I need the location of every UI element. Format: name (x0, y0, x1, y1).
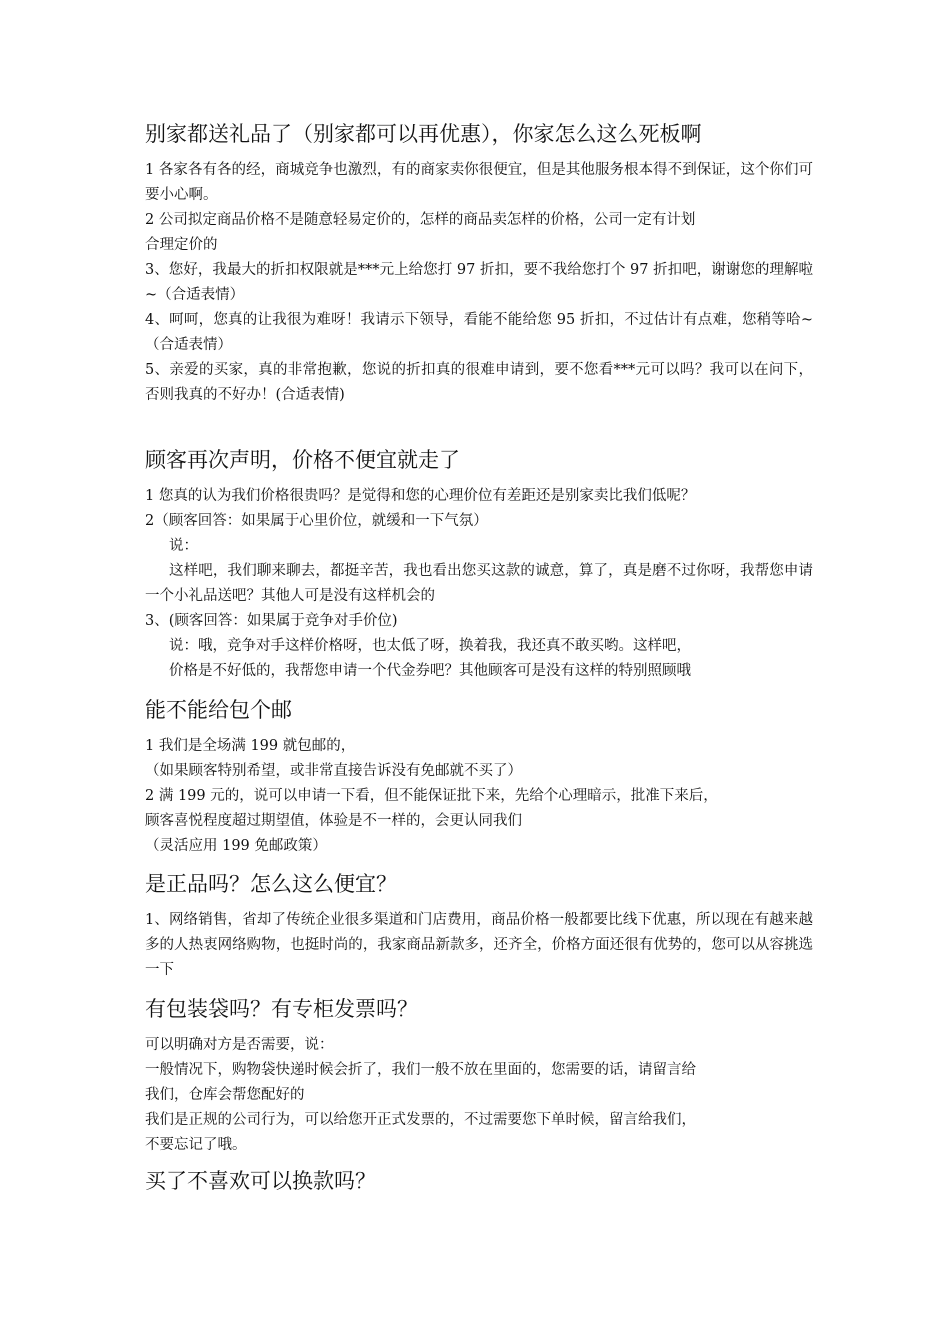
paragraph-line: 1、网络销售，省却了传统企业很多渠道和门店费用，商品价格一般都要比线下优惠，所以现在有越来越多的人热衷网络购物，也挺时尚的，我家商品新款多，还齐全，价格方面还很有优势的，您可以从容挑选一下 (145, 912, 813, 978)
section-exchange (145, 1167, 813, 1205)
paragraph-line: 4、呵呵，您真的让我很为难呀！我请示下领导，看能不能给您 95 折扣，不过估计有点难，您稍等哈~（合适表情） (145, 312, 813, 353)
paragraph-line: 1 各家各有各的经，商城竞争也激烈，有的商家卖你很便宜，但是其他服务根本得不到保证，这个你们可要小心啊。 (145, 162, 813, 203)
section-heading: 是正品吗？怎么这么便宜？ (145, 872, 397, 896)
section-gifts-discount (145, 120, 813, 408)
paragraph-line: 不要忘记了哦。 (145, 1137, 247, 1153)
paragraph-line: 我们，仓库会帮您配好的 (145, 1087, 305, 1103)
paragraph-line: （如果顾客特别希望，或非常直接告诉没有免邮就不买了） (145, 763, 522, 779)
paragraph-line: 3、(顾客回答：如果属于竞争对手价位) (145, 613, 398, 629)
paragraph-line: 2（顾客回答：如果属于心里价位，就缓和一下气氛） (145, 513, 488, 529)
paragraph-line: 1 我们是全场满 199 就包邮的， (145, 738, 356, 754)
paragraph-line: 说：哦，竞争对手这样价格呀，也太低了呀，换着我，我还真不敢买哟。这样吧， (169, 638, 691, 654)
paragraph-line: 1 您真的认为我们价格很贵吗？是觉得和您的心理价位有差距还是别家卖比我们低呢？ (145, 488, 696, 504)
paragraph-line: 合理定价的 (145, 237, 218, 253)
paragraph-line: 顾客喜悦程度超过期望值，体验是不一样的，会更认同我们 (145, 813, 522, 829)
section-genuine-product (145, 870, 813, 983)
section-bag-invoice (145, 995, 813, 1158)
paragraph-line: 5、亲爱的买家，真的非常抱歉，您说的折扣真的很难申请到，要不您看***元可以吗？我可以在问下，否则我真的不好办！(合适表情) (145, 362, 813, 403)
section-free-shipping (145, 696, 813, 859)
section-heading: 买了不喜欢可以换款吗？ (145, 1169, 376, 1193)
paragraph-line: 2 满 199 元的，说可以申请一下看，但不能保证批下来，先给个心理暗示，批准下来后， (145, 788, 718, 804)
paragraph-line: 3、您好，我最大的折扣权限就是***元上给您打 97 折扣，要不我给您打个 97 折扣吧，谢谢您的理解啦~（合适表情） (145, 262, 813, 303)
section-heading: 有包装袋吗？有专柜发票吗？ (145, 997, 418, 1021)
section-heading: 能不能给包个邮 (145, 698, 292, 722)
section-heading: 别家都送礼品了（别家都可以再优惠），你家怎么这么死板啊 (145, 122, 702, 146)
paragraph-line: 说： (169, 538, 198, 554)
paragraph-line: 2 公司拟定商品价格不是随意轻易定价的，怎样的商品卖怎样的价格，公司一定有计划 (145, 212, 696, 228)
paragraph-line: 价格是不好低的，我帮您申请一个代金券吧？其他顾客可是没有这样的特别照顾哦 (169, 663, 691, 679)
paragraph-line: 一般情况下，购物袋快递时候会折了，我们一般不放在里面的，您需要的话，请留言给 (145, 1062, 696, 1078)
paragraph-line: 我们是正规的公司行为，可以给您开正式发票的，不过需要您下单时候，留言给我们， (145, 1112, 696, 1128)
section-heading: 顾客再次声明，价格不便宜就走了 (145, 448, 460, 472)
paragraph-line: 可以明确对方是否需要，说： (145, 1037, 334, 1053)
section-price-not-cheap (145, 446, 813, 684)
paragraph-line: （灵活应用 199 免邮政策） (145, 838, 327, 854)
paragraph-line: 这样吧，我们聊来聊去，都挺辛苦，我也看出您买这款的诚意，算了，真是磨不过你呀，我帮您申请一个小礼品送吧？其他人可是没有这样机会的 (145, 563, 813, 604)
